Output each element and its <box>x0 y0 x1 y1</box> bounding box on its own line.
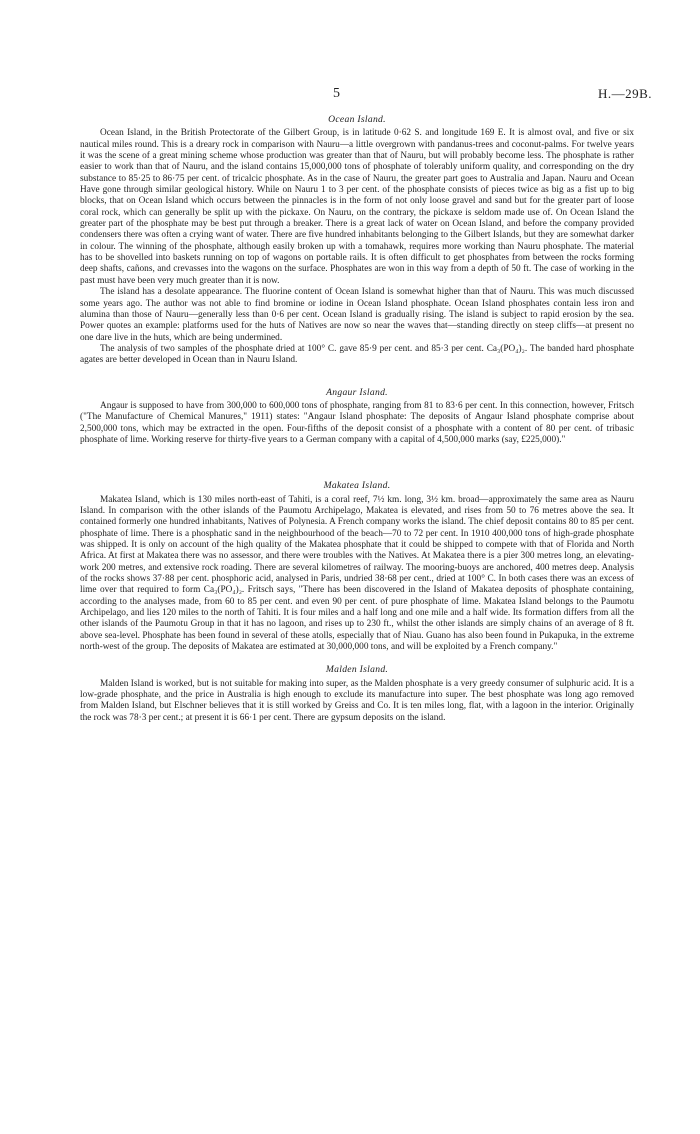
section-title: Malden Island. <box>325 664 389 676</box>
document-reference: H.—29B. <box>597 86 652 101</box>
section-ocean-island <box>80 114 634 367</box>
page-body <box>80 114 634 724</box>
section-title: Angaur Island. <box>326 386 388 398</box>
paragraph: The island has a desolate appearance. The fluorine content of Ocean Island is somewhat higher than that of Nauru. This was much discussed some years ago. The author was not able to find bromine or iodine in Ocean Island phosphate. Ocean Island phosphates contain less iron and alumina than those of Nauru—generally less than 0·6 per cent. Ocean Island is gradually rising. The island is subject to rapid erosion by the sea. Power quotes an example: platforms used for the huts of Natives are now so near the waves that—standing directly on steep cliffs—at present no one dare live in the huts, which are being undermined. <box>80 287 634 343</box>
section-makatea-island <box>80 480 634 653</box>
paragraph: Makatea Island, which is 130 miles north-east of Tahiti, is a coral reef, 7½ km. long, 3½ km. broad—approximately the same area as Nauru Island. In comparison with the other islands of the Paumotu Archipelago, Makatea is elevated, and rises from 50 to 76 metres above the sea. It contained formerly one hundred inhabitants, Natives of Polynesia. A French company works the island. The chief deposit contains 80 to 85 per cent. phosphate of lime. There is a phosphatic sand in the neighbourhood of the beach—70 to 72 per cent. In 1910 400,000 tons of high-grade phosphate was shipped. It is only on account of the high quality of the Makatea phosphate that it could be shipped to compete with that of Florida and North Africa. At first at Makatea there was no assessor, and there were troubles with the Natives. At Makatea there is a pier 300 metres long, an elevating-work 200 metres, and extensive rock roading. There are several kilometres of railway. The mooring-buoys are anchored, 400 metres deep. Analysis of the rocks shows 37·88 per cent. phosphoric acid, analysed in Paris, undried 38·68 per cent., dried at 100° C. In both cases there was an excess of lime over that required to form Ca₃(PO₄)₂. Fritsch says, "There has been discovered in the Island of Makatea deposits of phosphate containing, according to the analyses made, from 60 to 85 per cent. and even 90 per cent. of pure phosphate of lime. Makatea Island belongs to the Paumotu Archipelago, and lies 120 miles to the north of Tahiti. It is four miles and a half long and one mile and a half wide. Its formation differs from all the other islands of the Paumotu Group in that it has no lagoon, and rises up to 230 ft., whilst the other islands are simply chains of an average of 8 ft. above sea-level. Phosphate has been found in several of these atolls, especially that of Niau. Guano has also been found in Pukapuka, in the extreme north-west of the group. The deposits of Makatea are estimated at 30,000,000 tons, and will be exploited by a French company." <box>80 494 634 653</box>
paragraph: Angaur is supposed to have from 300,000 to 600,000 tons of phosphate, ranging from 81 to 83·6 per cent. In this connection, however, Fritsch ("The Manufacture of Chemical Manures," 1911) states: "Angaur Island phosphate: The deposits of Angaur Island phosphate comprise about 2,500,000 tons, which may be extracted in the open. Four-fifths of the deposit consist of a phosphate with a content of 80 per cent. of tribasic phosphate of lime. Working reserve for thirty-five years to a German company with a capital of 4,500,000 marks (say, £225,000)." <box>80 400 634 445</box>
page-number: 5 <box>333 86 340 101</box>
section-title: Makatea Island. <box>323 480 391 492</box>
section-angaur-island <box>80 387 634 447</box>
section-title: Ocean Island. <box>328 114 386 125</box>
paragraph: The analysis of two samples of the phosphate dried at 100° C. gave 85·9 per cent. and 85·3 per cent. Ca₃(PO₄)₂. The banded hard phosphate agates are better developed in Ocean than in Nauru Island. <box>80 343 634 366</box>
paragraph: Malden Island is worked, but is not suitable for making into super, as the Malden phosphate is a very greedy consumer of sulphuric acid. It is a low-grade phosphate, and the price in Australia is high enough to exclude its manufacture into super. The best phosphate was long ago removed from Malden Island, but Elschner believes that it is still worked by Greiss and Co. It is ten miles long, flat, with a lagoon in the interior. Originally the rock was 78·3 per cent.; at present it is 66·1 per cent. There are gypsum deposits on the island. <box>80 678 634 723</box>
paragraph: Ocean Island, in the British Protectorate of the Gilbert Group, is in latitude 0·62 S. and longitude 169 E. It is almost oval, and five or six nautical miles round. This is a dreary rock in comparison with Nauru—a little overgrown with pandanus-trees and coconut-palms. For twelve years it was the scene of a great mining scheme whose production was greater than that of Nauru, but will probably become less. The phosphate is rather easier to work than that of Nauru, and the island contains 15,000,000 tons of phosphate of tolerably uniform quality, and corresponding on the dry substance to 85·25 to 86·75 per cent. of tricalcic phosphate. As in the case of Nauru, the greater part goes to Australia and Japan. Nauru and Ocean Have gone through similar geological history. While on Nauru 1 to 3 per cent. of the phosphate consists of pieces twice as big as a fist up to big blocks, that on Ocean Island which occurs between the pinnacles is in the form of not only loose gravel and sand but for the greater part of loose coral rock, which can generally be split up with the pickaxe. On Nauru, on the contrary, the pickaxe is seldom made use of. On Ocean Island the greater part of the phosphate may be best put through a breaker. There is a great lack of water on Ocean Island, and before the company provided condensers there was often a crying want of water. There are five hundred inhabitants belonging to the Gilbert Islands, but they are somewhat darker in colour. The winning of the phosphate, although easily broken up with a tomahawk, requires more working than Nauru phosphate. The material has to be shovelled into baskets running on top of wagons on portable rails. It is often difficult to get phosphates from between the rocks forming deep shafts, cañons, and crevasses into the wagons on the surface. Phosphates are won in this way from a depth of 50 ft. The case of working in the past must have been very much greater than it is now. <box>80 128 634 286</box>
section-malden-island <box>80 664 634 724</box>
